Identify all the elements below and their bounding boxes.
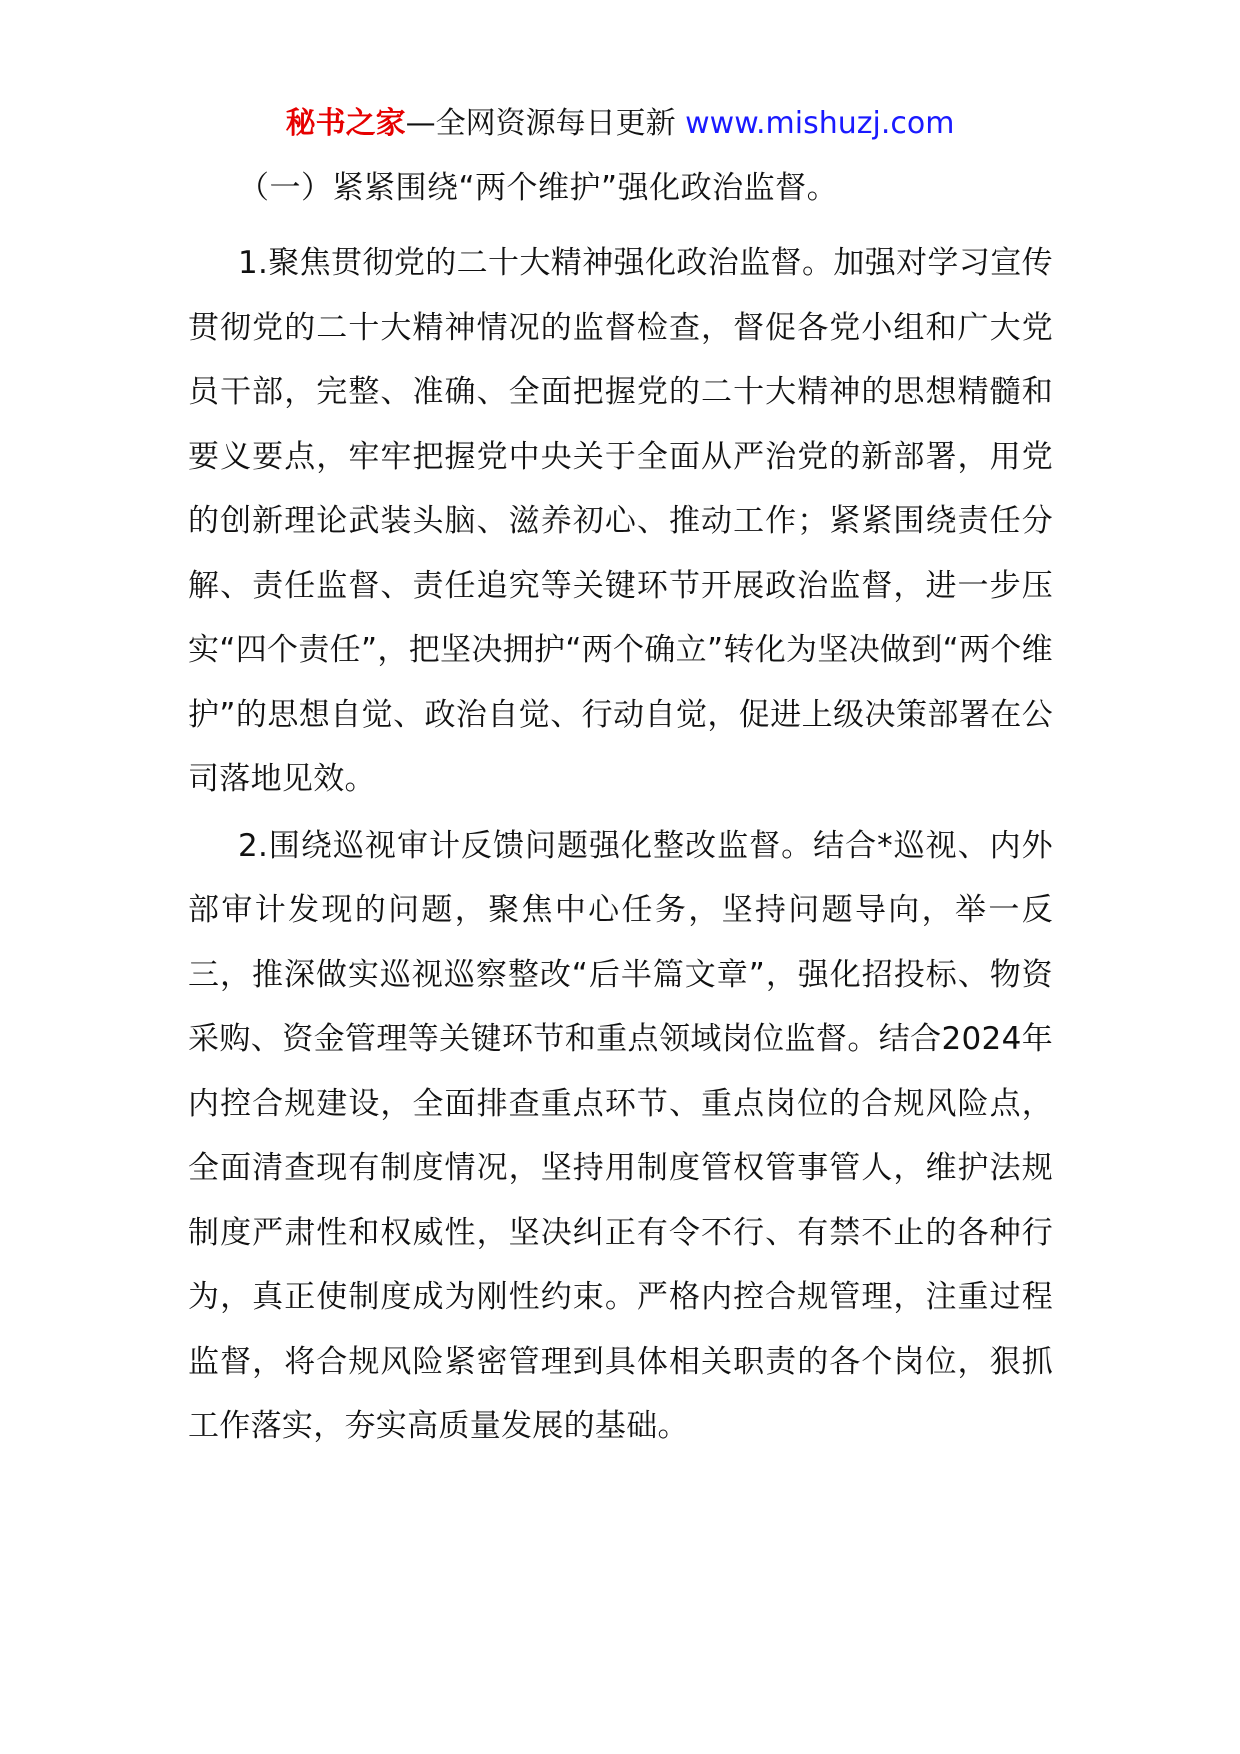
header-tagline: —全网资源每日更新 xyxy=(405,106,686,141)
site-url-link[interactable]: www.mishuzj.com xyxy=(685,106,955,141)
brand-name: 秘书之家 xyxy=(285,106,406,141)
section-heading: （一）紧紧围绕“两个维护”强化政治监督。 xyxy=(238,170,839,206)
header-banner xyxy=(0,104,1240,144)
paragraph-2: 2.围绕巡视审计反馈问题强化整改监督。结合*巡视、内外部审计发现的问题，聚焦中心任务，坚持问题导向，举一反三，推深做实巡视巡察整改“后半篇文章”，强化招投标、物资采购、资金管理等关键环节和重点领域岗位监督。结合2024年内控合规建设，全面排查重点环节、重点岗位的合规风险点，全面清查现有制度情况，坚持用制度管权管事管人，维护法规制度严肃性和权威性，坚决纠正有令不行、有禁不止的各种行为，真正使制度成为刚性约束。严格内控合规管理，注重过程监督，将合规风险紧密管理到具体相关职责的各个岗位，狠抓工作落实，夯实高质量发展的基础。 xyxy=(188,827,1053,1444)
paragraph-1: 1.聚焦贯彻党的二十大精神强化政治监督。加强对学习宣传贯彻党的二十大精神情况的监督检查，督促各党小组和广大党员干部，完整、准确、全面把握党的二十大精神的思想精髓和要义要点，牢牢把握党中央关于全面从严治党的新部署，用党的创新理论武装头脑、滋养初心、推动工作；紧紧围绕责任分解、责任监督、责任追究等关键环节开展政治监督，进一步压实“四个责任”，把坚决拥护“两个确立”转化为坚决做到“两个维护”的思想自觉、政治自觉、行动自觉，促进上级决策部署在公司落地见效。 xyxy=(188,245,1053,797)
document-body xyxy=(188,165,1053,1459)
